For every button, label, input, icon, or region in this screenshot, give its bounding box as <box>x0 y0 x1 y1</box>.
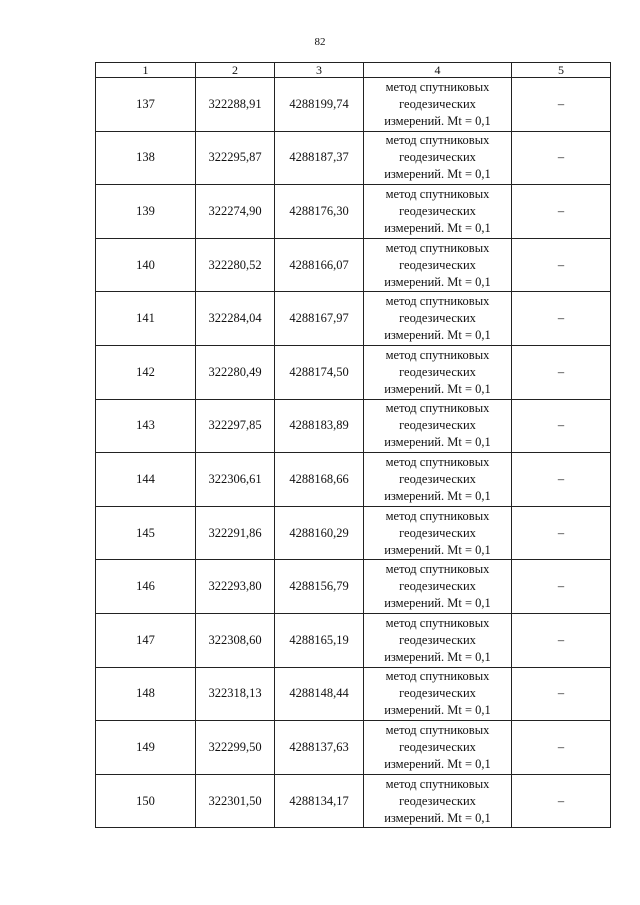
coord-y: 4288176,30 <box>275 185 364 239</box>
coord-y: 4288137,63 <box>275 721 364 775</box>
column-5-value: – <box>512 399 611 453</box>
method-line-2: геодезических <box>399 96 476 111</box>
method-line-1: метод спутниковых <box>385 240 490 255</box>
method-line-2: геодезических <box>399 579 476 594</box>
method-line-2: геодезических <box>399 739 476 754</box>
coord-x: 322288,91 <box>196 78 275 132</box>
table-row <box>96 453 611 507</box>
table-row <box>96 78 611 132</box>
coord-x: 322297,85 <box>196 399 275 453</box>
method-line-2: геодезических <box>399 471 476 486</box>
method-line-1: метод спутниковых <box>385 722 490 737</box>
column-5-value: – <box>512 453 611 507</box>
coord-x: 322284,04 <box>196 292 275 346</box>
method-line-3: измерений. Mt = 0,1 <box>384 274 491 289</box>
method-cell <box>364 185 512 239</box>
coord-y: 4288156,79 <box>275 560 364 614</box>
coord-y: 4288183,89 <box>275 399 364 453</box>
coord-x: 322280,49 <box>196 345 275 399</box>
coord-x: 322293,80 <box>196 560 275 614</box>
coord-x: 322299,50 <box>196 721 275 775</box>
method-line-3: измерений. Mt = 0,1 <box>384 542 491 557</box>
method-line-3: измерений. Mt = 0,1 <box>384 703 491 718</box>
column-5-value: – <box>512 131 611 185</box>
column-5-value: – <box>512 78 611 132</box>
page-number: 82 <box>314 36 326 48</box>
method-line-3: измерений. Mt = 0,1 <box>384 488 491 503</box>
method-cell <box>364 560 512 614</box>
method-line-1: метод спутниковых <box>385 347 490 362</box>
method-line-1: метод спутниковых <box>385 401 490 416</box>
method-line-3: измерений. Mt = 0,1 <box>384 220 491 235</box>
table-row <box>96 131 611 185</box>
col-header-2: 2 <box>196 63 275 78</box>
point-number: 142 <box>96 345 196 399</box>
point-number: 147 <box>96 613 196 667</box>
col-header-3: 3 <box>275 63 364 78</box>
coord-y: 4288174,50 <box>275 345 364 399</box>
column-5-value: – <box>512 185 611 239</box>
point-number: 139 <box>96 185 196 239</box>
coord-y: 4288148,44 <box>275 667 364 721</box>
method-line-2: геодезических <box>399 364 476 379</box>
table-row <box>96 560 611 614</box>
method-line-1: метод спутниковых <box>385 669 490 684</box>
method-cell <box>364 721 512 775</box>
point-number: 138 <box>96 131 196 185</box>
coord-x: 322295,87 <box>196 131 275 185</box>
table-row <box>96 185 611 239</box>
method-line-2: геодезических <box>399 203 476 218</box>
coordinates-table <box>95 62 611 828</box>
point-number: 143 <box>96 399 196 453</box>
col-header-1: 1 <box>96 63 196 78</box>
method-cell <box>364 613 512 667</box>
method-cell <box>364 131 512 185</box>
column-5-value: – <box>512 506 611 560</box>
coord-y: 4288167,97 <box>275 292 364 346</box>
point-number: 150 <box>96 774 196 828</box>
point-number: 137 <box>96 78 196 132</box>
coord-y: 4288160,29 <box>275 506 364 560</box>
column-5-value: – <box>512 613 611 667</box>
point-number: 140 <box>96 238 196 292</box>
table-header-row <box>96 63 611 78</box>
coord-y: 4288134,17 <box>275 774 364 828</box>
method-line-3: измерений. Mt = 0,1 <box>384 596 491 611</box>
table-row <box>96 506 611 560</box>
point-number: 146 <box>96 560 196 614</box>
method-cell <box>364 506 512 560</box>
table-row <box>96 667 611 721</box>
method-line-3: измерений. Mt = 0,1 <box>384 435 491 450</box>
method-line-2: геодезических <box>399 632 476 647</box>
method-cell <box>364 667 512 721</box>
method-line-3: измерений. Mt = 0,1 <box>384 756 491 771</box>
column-5-value: – <box>512 774 611 828</box>
table-row <box>96 399 611 453</box>
column-5-value: – <box>512 721 611 775</box>
coord-y: 4288166,07 <box>275 238 364 292</box>
method-line-2: геодезических <box>399 686 476 701</box>
table-row <box>96 774 611 828</box>
method-line-1: метод спутниковых <box>385 79 490 94</box>
table-row <box>96 613 611 667</box>
point-number: 148 <box>96 667 196 721</box>
method-line-1: метод спутниковых <box>385 615 490 630</box>
coord-x: 322318,13 <box>196 667 275 721</box>
method-line-2: геодезических <box>399 311 476 326</box>
coord-x: 322306,61 <box>196 453 275 507</box>
point-number: 149 <box>96 721 196 775</box>
coord-x: 322280,52 <box>196 238 275 292</box>
coord-x: 322301,50 <box>196 774 275 828</box>
coord-y: 4288187,37 <box>275 131 364 185</box>
method-cell <box>364 238 512 292</box>
method-cell <box>364 774 512 828</box>
coord-y: 4288165,19 <box>275 613 364 667</box>
coord-x: 322291,86 <box>196 506 275 560</box>
table-row <box>96 721 611 775</box>
method-line-3: измерений. Mt = 0,1 <box>384 113 491 128</box>
method-cell <box>364 292 512 346</box>
column-5-value: – <box>512 560 611 614</box>
point-number: 141 <box>96 292 196 346</box>
method-cell <box>364 345 512 399</box>
table-row <box>96 345 611 399</box>
method-line-1: метод спутниковых <box>385 776 490 791</box>
method-cell <box>364 78 512 132</box>
column-5-value: – <box>512 292 611 346</box>
method-cell <box>364 453 512 507</box>
column-5-value: – <box>512 667 611 721</box>
method-line-2: геодезических <box>399 793 476 808</box>
coord-y: 4288168,66 <box>275 453 364 507</box>
method-line-1: метод спутниковых <box>385 294 490 309</box>
method-line-1: метод спутниковых <box>385 133 490 148</box>
column-5-value: – <box>512 238 611 292</box>
col-header-4: 4 <box>364 63 512 78</box>
table-row <box>96 238 611 292</box>
method-line-1: метод спутниковых <box>385 186 490 201</box>
method-line-3: измерений. Mt = 0,1 <box>384 649 491 664</box>
method-line-2: геодезических <box>399 257 476 272</box>
method-line-1: метод спутниковых <box>385 562 490 577</box>
method-cell <box>364 399 512 453</box>
method-line-1: метод спутниковых <box>385 508 490 523</box>
method-line-2: геодезических <box>399 525 476 540</box>
point-number: 145 <box>96 506 196 560</box>
coord-x: 322274,90 <box>196 185 275 239</box>
coord-y: 4288199,74 <box>275 78 364 132</box>
method-line-3: измерений. Mt = 0,1 <box>384 328 491 343</box>
method-line-3: измерений. Mt = 0,1 <box>384 381 491 396</box>
coord-x: 322308,60 <box>196 613 275 667</box>
col-header-5: 5 <box>512 63 611 78</box>
method-line-2: геодезических <box>399 418 476 433</box>
point-number: 144 <box>96 453 196 507</box>
column-5-value: – <box>512 345 611 399</box>
table-row <box>96 292 611 346</box>
method-line-1: метод спутниковых <box>385 454 490 469</box>
method-line-3: измерений. Mt = 0,1 <box>384 810 491 825</box>
method-line-2: геодезических <box>399 150 476 165</box>
method-line-3: измерений. Mt = 0,1 <box>384 167 491 182</box>
